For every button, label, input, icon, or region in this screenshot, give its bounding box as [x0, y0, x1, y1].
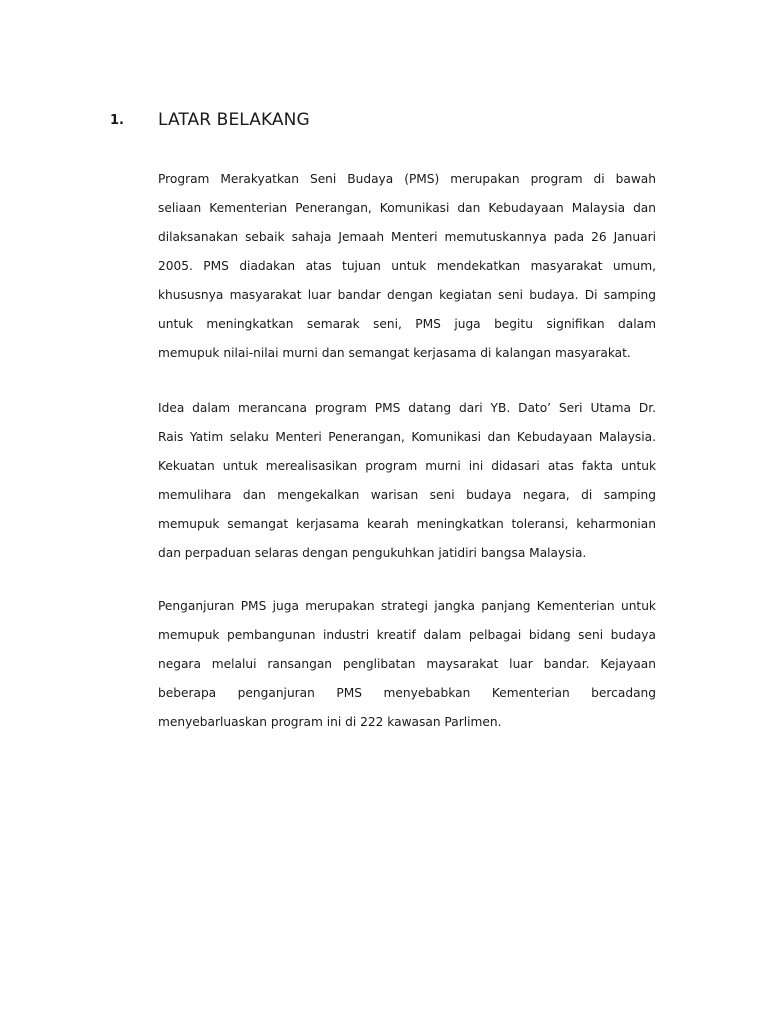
paragraph-line: menyebarluaskan program ini di 222 kawasan Parlimen. — [158, 715, 502, 729]
paragraph-line: beberapa penganjuran PMS menyebabkan Kementerian bercadang — [158, 686, 656, 700]
paragraph-line: memupuk pembangunan industri kreatif dalam pelbagai bidang seni budaya — [158, 628, 656, 642]
paragraph-line: memulihara dan mengekalkan warisan seni budaya negara, di samping — [158, 488, 656, 502]
paragraph-line: Program Merakyatkan Seni Budaya (PMS) merupakan program di bawah — [158, 172, 656, 186]
section-title: LATAR BELAKANG — [158, 110, 310, 130]
paragraph-3 — [158, 592, 656, 737]
paragraph-line: Idea dalam merancana program PMS datang dari YB. Dato’ Seri Utama Dr. — [158, 401, 656, 415]
paragraph-line: dan perpaduan selaras dengan pengukuhkan jatidiri bangsa Malaysia. — [158, 546, 587, 560]
paragraph-line: memupuk nilai-nilai murni dan semangat kerjasama di kalangan masyarakat. — [158, 346, 631, 360]
paragraph-line: Kekuatan untuk merealisasikan program murni ini didasari atas fakta untuk — [158, 459, 656, 473]
paragraph-line: untuk meningkatkan semarak seni, PMS juga begitu signifikan dalam — [158, 317, 656, 331]
paragraph-line: 2005. PMS diadakan atas tujuan untuk mendekatkan masyarakat umum, — [158, 259, 656, 273]
paragraph-line: negara melalui ransangan penglibatan maysarakat luar bandar. Kejayaan — [158, 657, 656, 671]
paragraph-line: dilaksanakan sebaik sahaja Jemaah Menteri memutuskannya pada 26 Januari — [158, 230, 656, 244]
paragraph-line: Rais Yatim selaku Menteri Penerangan, Komunikasi dan Kebudayaan Malaysia. — [158, 430, 656, 444]
paragraph-line: khususnya masyarakat luar bandar dengan kegiatan seni budaya. Di samping — [158, 288, 656, 302]
paragraph-line: seliaan Kementerian Penerangan, Komunikasi dan Kebudayaan Malaysia dan — [158, 201, 656, 215]
paragraph-line: memupuk semangat kerjasama kearah meningkatkan toleransi, keharmonian — [158, 517, 656, 531]
paragraph-line: Penganjuran PMS juga merupakan strategi jangka panjang Kementerian untuk — [158, 599, 656, 613]
section-heading — [0, 109, 768, 133]
paragraph-1 — [158, 165, 656, 368]
paragraph-2 — [158, 394, 656, 568]
section-number: 1. — [110, 113, 124, 128]
